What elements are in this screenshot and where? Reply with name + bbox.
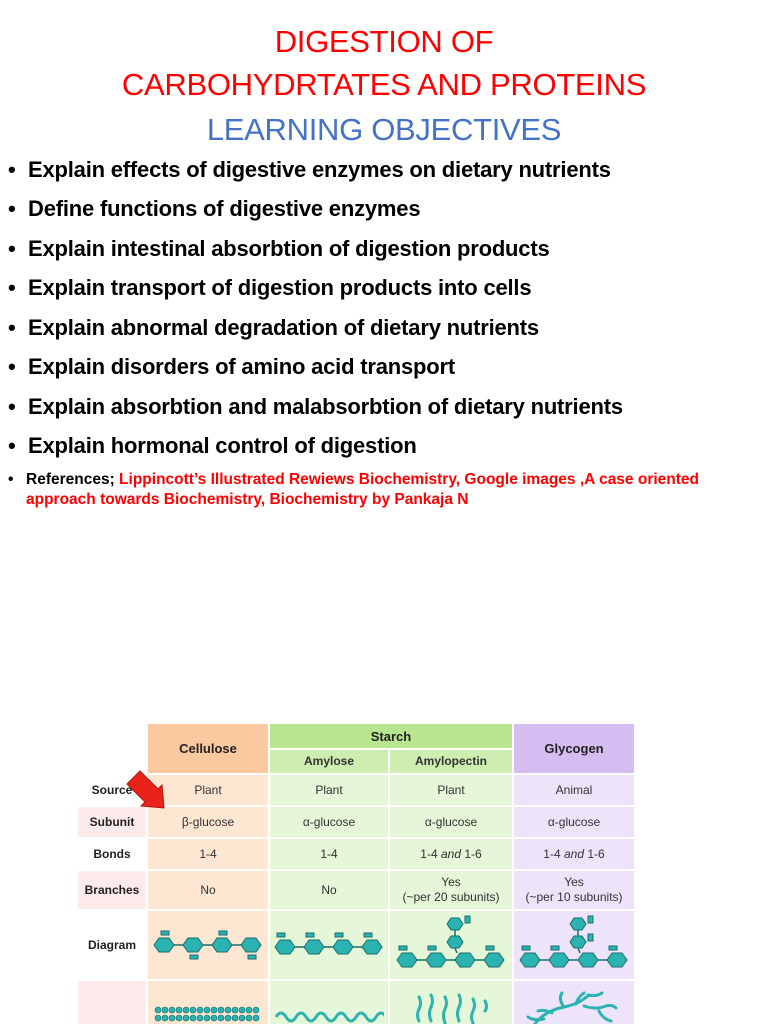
bullet: •: [8, 354, 16, 380]
cell-branches-amylose: No: [270, 871, 388, 909]
cellulose-fiber-image: [153, 1005, 263, 1024]
references: [8, 470, 760, 510]
objective-text: Explain transport of digestion products into cells: [28, 275, 532, 301]
amylopectin-branch-image: [411, 993, 491, 1024]
header-amylose: Amylose: [270, 750, 388, 773]
cell-structure-amylopectin: [390, 981, 512, 1024]
bond-and: and: [440, 846, 462, 861]
bullet: •: [8, 275, 16, 301]
objective-text: Explain abnormal degradation of dietary nutrients: [28, 314, 539, 340]
branch-frequency: (~per 20 subunits): [402, 890, 500, 904]
cell-diagram-amylopectin: [390, 911, 512, 979]
bond-value: 1-6: [584, 846, 605, 861]
objectives-list: [8, 150, 768, 466]
bullet: •: [8, 196, 16, 222]
objective-item: [8, 229, 768, 269]
branch-frequency: (~per 10 subunits): [525, 890, 623, 904]
row-label-diagram: Diagram: [78, 911, 146, 979]
cell-branches-cellulose: No: [148, 871, 268, 909]
objective-item: [8, 387, 768, 427]
objective-text: Explain disorders of amino acid transport: [28, 354, 455, 380]
arrow-icon: [78, 722, 198, 842]
polysaccharide-table: [78, 722, 636, 1024]
objective-item: [8, 427, 768, 467]
bullet: •: [8, 471, 14, 488]
cell-bonds-glycogen: [514, 839, 634, 869]
bullet: •: [8, 235, 16, 261]
amylose-chain-diagram: [273, 925, 385, 965]
objective-text: Define functions of digestive enzymes: [28, 196, 421, 222]
cell-structure-cellulose: [148, 981, 268, 1024]
row-label-subunit: Subunit: [78, 807, 146, 837]
objective-text: Explain hormonal control of digestion: [28, 433, 417, 459]
slide-subtitle: LEARNING OBJECTIVES: [206, 112, 562, 147]
header-glycogen: Glycogen: [514, 724, 634, 773]
objective-item: [8, 348, 768, 388]
cell-bonds-amylopectin: [390, 839, 512, 869]
objective-item: [8, 308, 768, 348]
branch-yes: Yes: [441, 875, 461, 889]
objective-text: Explain effects of digestive enzymes on dietary nutrients: [28, 156, 611, 182]
glycogen-chain-diagram: [518, 914, 630, 976]
cell-branches-glycogen: [514, 871, 634, 909]
header-amylopectin: Amylopectin: [390, 750, 512, 773]
bullet: •: [8, 314, 16, 340]
cell-subunit-amylopectin: α-glucose: [390, 807, 512, 837]
cell-source-cellulose: Plant: [148, 775, 268, 805]
cellulose-chain-diagram: [152, 925, 264, 965]
cell-bonds-amylose: 1-4: [270, 839, 388, 869]
cell-subunit-glycogen: α-glucose: [514, 807, 634, 837]
row-label-source: Source: [78, 775, 146, 805]
cell-diagram-amylose: [270, 911, 388, 979]
slide-title-line-1: DIGESTION OF: [274, 24, 494, 59]
bond-value: 1-6: [461, 846, 482, 861]
cell-source-amylopectin: Plant: [390, 775, 512, 805]
references-label: References;: [26, 471, 120, 488]
header-starch: Starch: [270, 724, 512, 748]
row-label-bonds: Bonds: [78, 839, 146, 869]
cell-diagram-cellulose: [148, 911, 268, 979]
objective-item: [8, 190, 768, 230]
row-label-branches: Branches: [78, 871, 146, 909]
cell-subunit-cellulose: β-glucose: [148, 807, 268, 837]
cell-bonds-cellulose: 1-4: [148, 839, 268, 869]
objective-item: [8, 150, 768, 190]
cell-structure-amylose: [270, 981, 388, 1024]
glycogen-branch-image: [524, 991, 624, 1024]
cell-source-amylose: Plant: [270, 775, 388, 805]
slide-title-line-2: CARBOHYDRTATES AND PROTEINS: [121, 67, 647, 102]
amylopectin-chain-diagram: [395, 914, 507, 976]
bullet: •: [8, 433, 16, 459]
bond-and: and: [563, 846, 585, 861]
references-text: Lippincott’s Illustrated Rewiews Biochemistry, Google images ,A case oriented approach towards Biochemistry, Biochemistry by Pankaja N: [26, 471, 700, 508]
branch-yes: Yes: [564, 875, 584, 889]
objective-text: Explain intestinal absorbtion of digestion products: [28, 235, 550, 261]
cell-source-glycogen: Animal: [514, 775, 634, 805]
cell-diagram-glycogen: [514, 911, 634, 979]
objective-item: [8, 269, 768, 309]
bullet: •: [8, 156, 16, 182]
amylose-helix-image: [274, 1007, 384, 1024]
bond-value: 1-4: [543, 846, 564, 861]
cell-structure-glycogen: [514, 981, 634, 1024]
bond-value: 1-4: [420, 846, 441, 861]
header-cellulose: Cellulose: [148, 724, 268, 773]
cell-branches-amylopectin: [390, 871, 512, 909]
objective-text: Explain absorbtion and malabsorbtion of dietary nutrients: [28, 393, 623, 419]
bullet: •: [8, 393, 16, 419]
cell-subunit-amylose: α-glucose: [270, 807, 388, 837]
row-label-structure: [78, 981, 146, 1024]
